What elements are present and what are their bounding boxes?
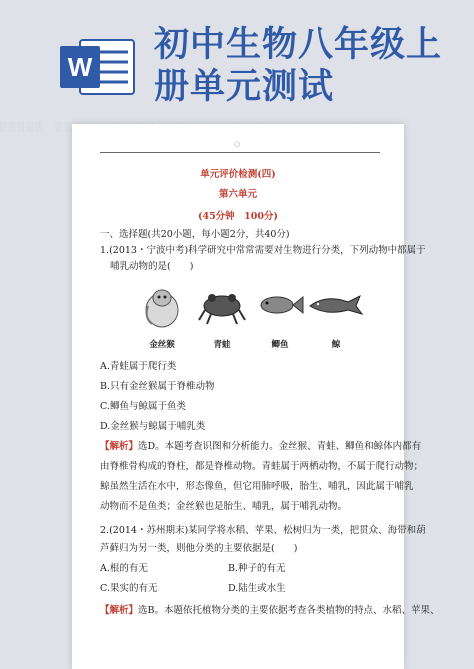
question-1-line-2: 哺乳动物的是( ) [110,261,194,272]
question-2-option-b: B.种子的有无 [228,563,286,574]
frog-image [197,280,247,330]
unit-number-heading: 第六单元 [218,189,257,200]
document-page [72,124,440,669]
question-2-option-d: D.陆生或水生 [228,583,286,594]
answer-1-line-4: 动物而不是鱼类；金丝猴也是胎生、哺乳，属于哺乳动物。 [100,501,348,512]
animal-label-1: 金丝猴 [149,340,175,350]
analysis-tag-2: 【解析】 [100,605,139,616]
section-title: 一、选择题(共20小题，每小题2分，共40分) [100,229,290,240]
animal-figures [134,280,364,350]
watermark: ░░░░░ [0,123,45,133]
banner [0,0,474,120]
unit-test-heading: 单元评价检测(四) [200,169,276,180]
crucian-carp-figure [252,280,308,350]
banner-title-line2: 册单元测试 [154,67,335,107]
question-1-option-a: A.青蛙属于爬行类 [100,361,177,372]
word-document-icon [58,36,138,98]
banner-title [154,24,464,108]
golden-monkey-image [142,280,182,330]
crucian-carp-image [255,280,305,330]
question-2-option-c: C.果实的有无 [100,583,158,594]
animal-label-2: 青蛙 [213,340,231,350]
header-rule [100,152,380,153]
answer-1-line-1 [100,440,422,453]
whale-figure [308,280,364,350]
whale-image [308,280,364,330]
question-1-option-c: C.鲫鱼与鲸属于鱼类 [100,401,186,412]
animal-label-4: 鲸 [331,340,341,350]
animal-label-3: 鲫鱼 [271,340,289,350]
answer-1-line-2: 由脊椎骨构成的脊柱，都是脊椎动物。青蛙属于两栖动物，不属于爬行动物； [100,461,424,472]
banner-title-line1: 初中生物八年级上 [154,25,443,65]
question-1-option-d: D.金丝猴与鲸属于哺乳类 [100,421,206,432]
answer-2-text-1: 选B。本题依托植物分类的主要依据考查各类植物的特点、水稻、苹果、 [138,605,440,616]
question-2-line-2: 芦藓归为另一类，则他分类的主要依据是( ) [100,543,298,554]
time-score-heading: (45分钟 100分) [197,211,279,222]
answer-2-line-1 [100,604,440,617]
question-1-line-1: 1.(2013・宁波中考)科学研究中常常需要对生物进行分类，下列动物中都属于 [100,245,426,256]
page-marker: ○ [234,140,241,148]
question-2-option-a: A.根的有无 [100,563,148,574]
word-icon-letter: W [67,52,93,82]
question-2-line-1: 2.(2014・苏州期末)某同学将水稻、苹果、松树归为一类，把贯众、海带和葫 [100,525,426,536]
answer-1-text-1: 选D。本题考查识图和分析能力。金丝猴、青蛙、鲫鱼和鲸体内都有 [138,441,422,452]
answer-1-line-3: 鲸虽然生活在水中，形态像鱼，但它用肺呼吸，胎生、哺乳，因此属于哺乳 [100,481,414,492]
question-2-options-row-2 [100,582,390,595]
question-1-option-b: B.只有金丝猴属于脊椎动物 [100,381,215,392]
golden-monkey-figure [134,280,190,350]
analysis-tag: 【解析】 [100,441,139,452]
question-2-options-row-1 [100,562,390,575]
frog-figure [194,280,250,350]
